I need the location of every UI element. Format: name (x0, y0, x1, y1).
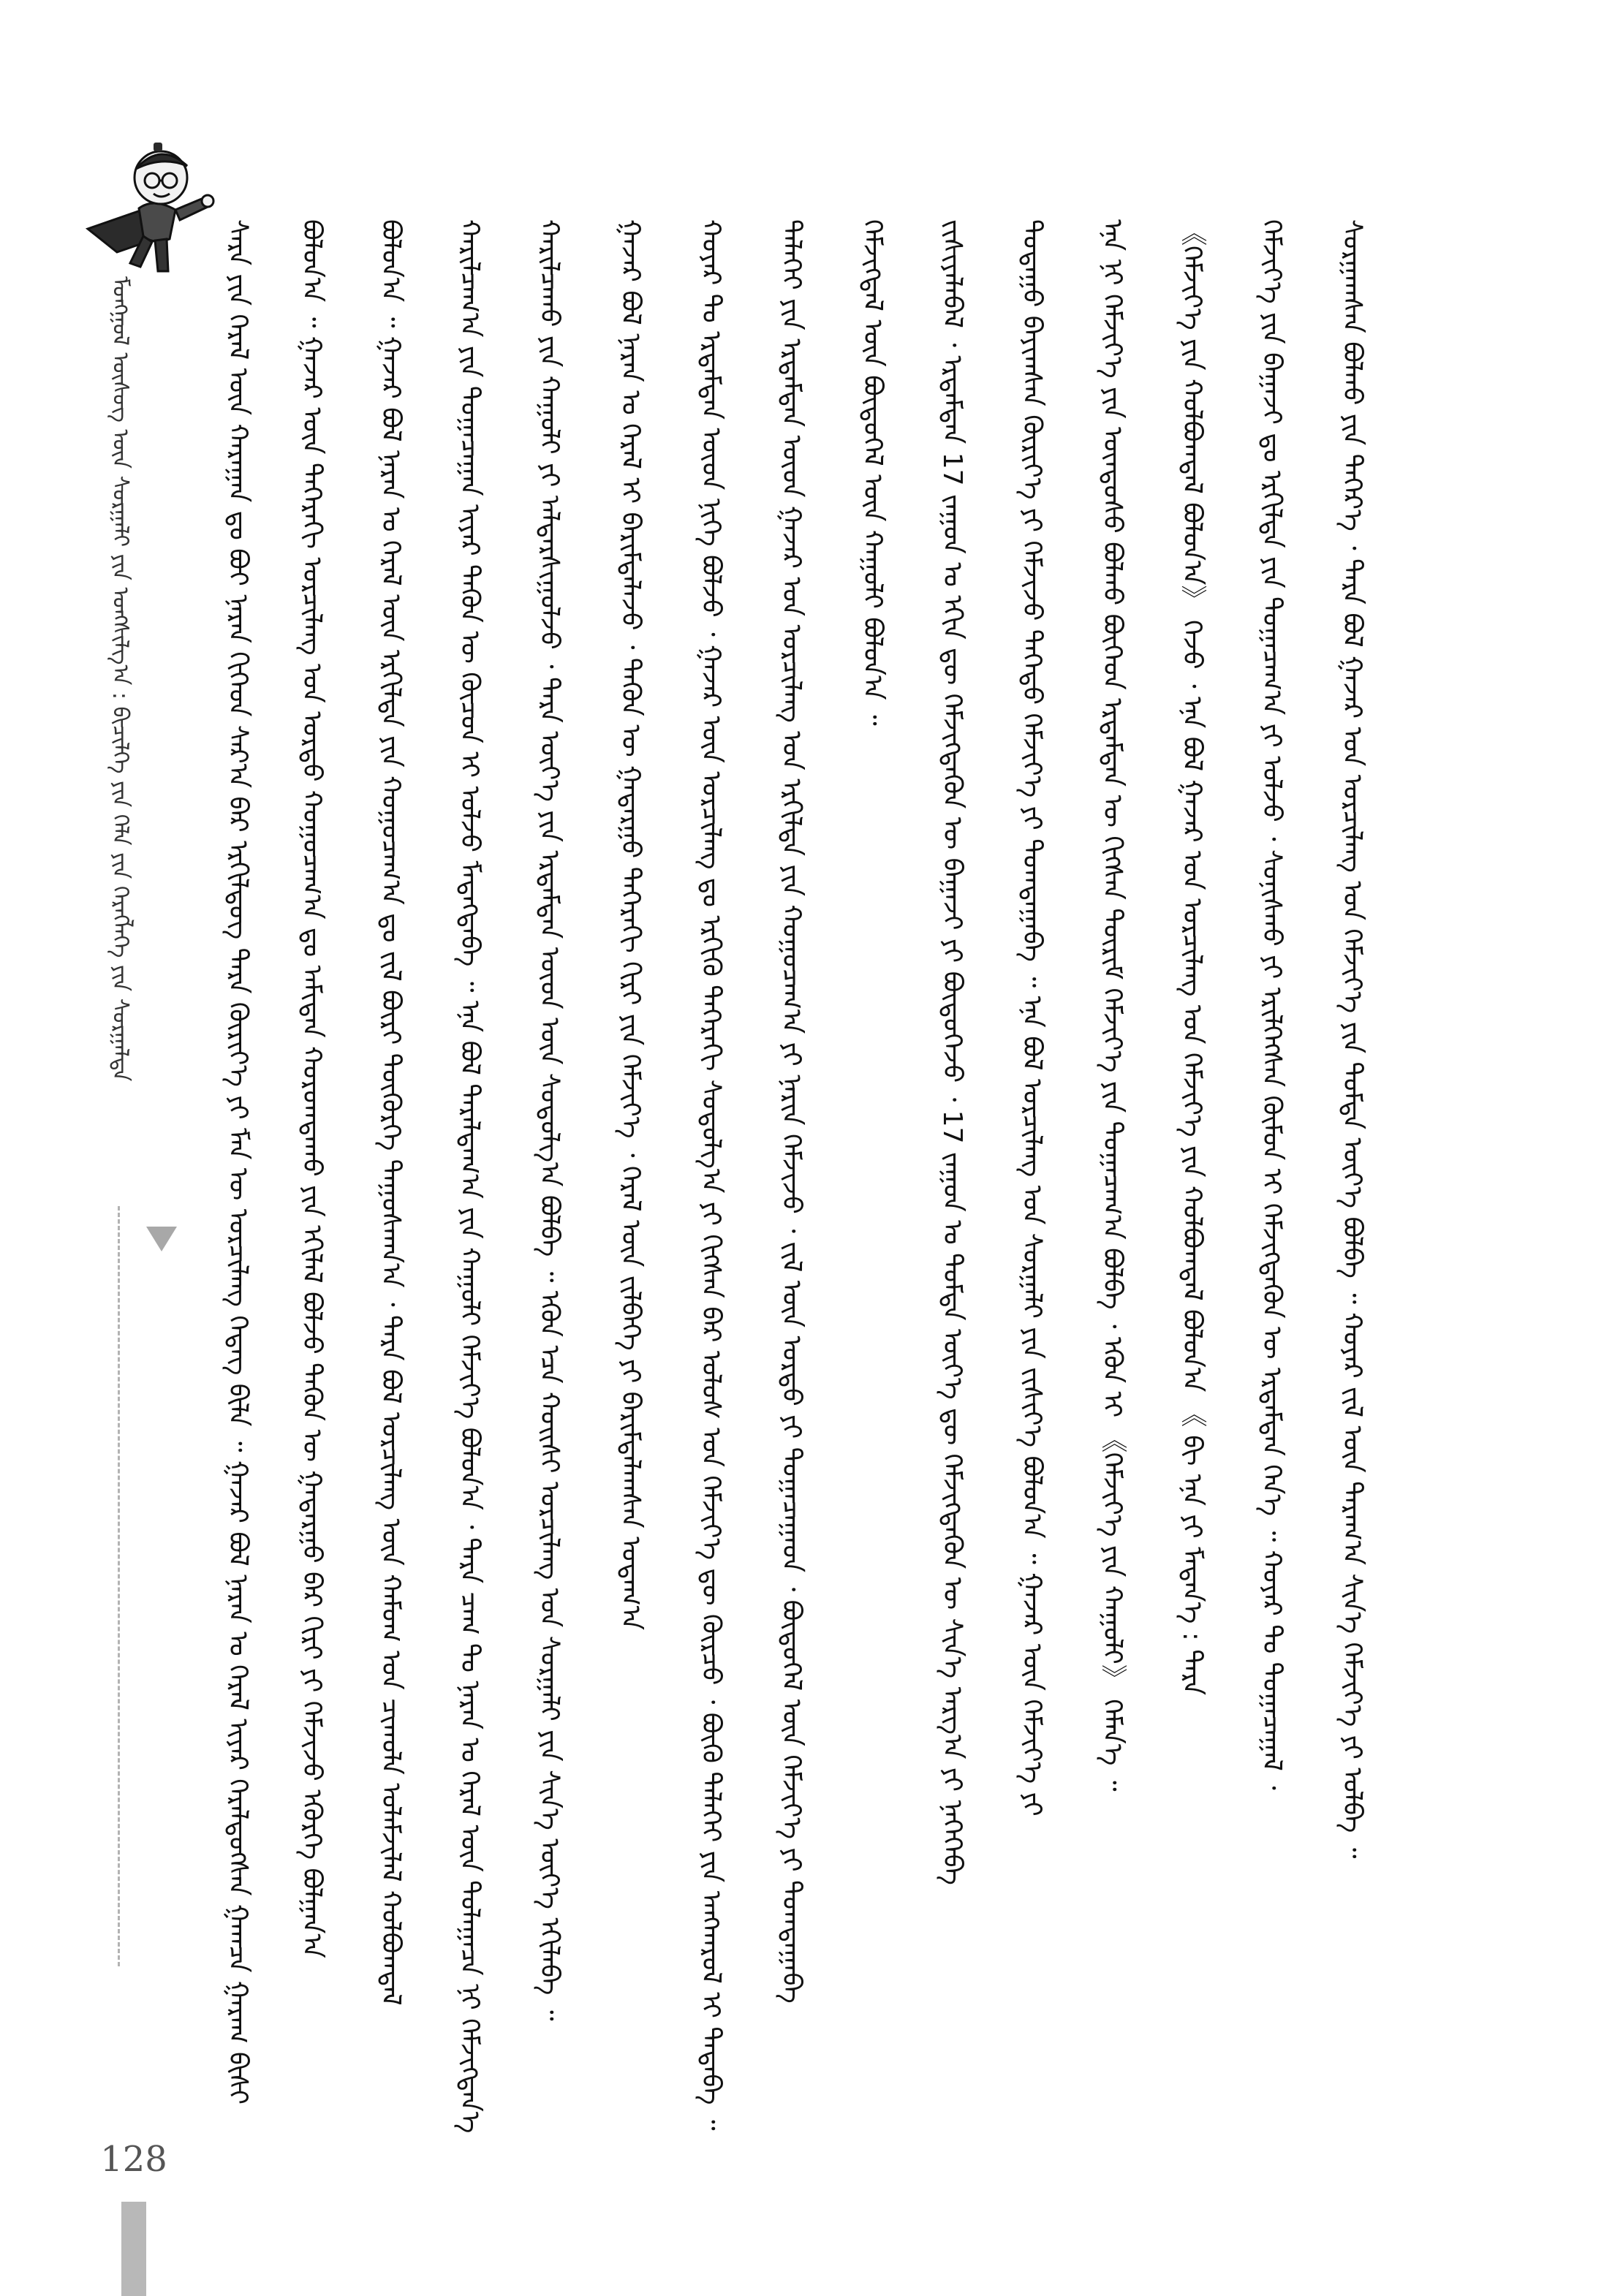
text-column-1: ᠰᠠᠷᠠ ᠶᠢᠨ ᠭᠡᠷᠡᠯ ᠦᠨ ᠬᠠᠷᠠᠭᠠᠨ ᠳᠤ ᠪᠤᠢ ᠨᠠᠷᠠᠨ ᠬᠢᠭᠡᠳ ᠰᠠᠷ᠎ᠠ ᠪᠠᠷ ᠡᠷᠭᠢᠯᠳᠦᠭ ᠲᠡᠷᠡ ᠬᠦᠷᠢᠶ᠎ᠡ ᠶᠢ ᠮᠠᠨ ᠦ ᠣᠷᠴᠢᠯᠠᠩ ᠭᠡᠳᠡᠭ ᠪᠢᠯᠡ ᠃ ᠭᠠᠵᠠᠷ ᠪᠣᠯ ᠨᠠᠷᠠᠨ ᠤ ᠭᠡᠷᠡᠯ ᠢᠶᠡᠷ ᠭᠡᠷᠡᠯᠲᠦᠭᠰᠡᠨ ᠭᠠᠭᠴᠠ ᠭᠠᠷᠠᠭ ᠪᠢᠰᠢ (223, 219, 253, 2105)
text-column-13: 《ᠬᠡᠮᠵᠢᠶ᠎ᠡ ᠶᠢᠨ ᠬᠣᠯᠪᠤᠭᠳᠠᠯ ᠪᠣᠯᠤᠨ᠎ᠠ》 ᠭᠡᠵᠦ ᠂ ᠡᠨᠡ ᠪᠣᠯ ᠭᠠᠵᠠᠷ ᠤᠨ ᠣᠷᠴᠢᠯᠠᠩ ᠤᠨ ᠬᠡᠮᠵᠢᠶ᠎ᠡ ᠶᠢᠨ ᠬᠣᠯᠪᠤᠭᠳᠠᠯ ᠪᠣᠯᠤᠨ᠎ᠠ 《 ᠪᠢ ᠡᠨᠡ ᠶᠢ ᠮᠡᠳᠡᠨ᠎ᠡ : ᠲᠡᠷᠡ (1177, 219, 1207, 1696)
thumb-tab (121, 2202, 146, 2296)
flying-boy-mascot-icon (73, 128, 219, 281)
text-column-6: ᠭᠠᠵᠠᠷ ᠪᠣᠯ ᠨᠠᠷᠠᠨ ᠤ ᠭᠡᠷᠡᠯ ᠢ ᠪᠠᠷᠢᠮᠲᠠᠯᠠᠵᠤ ᠂ ᠲᠡᠭᠦᠨ ᠦ ᠭᠠᠳᠠᠷᠭᠤ ᠳᠡᠭᠡᠷᠡᠬᠢ ᠬᠢᠷᠢ ᠶᠢᠨ ᠬᠡᠮᠵᠢᠶ᠎ᠡ ᠂ ᠭᠡᠷᠡᠯ ᠦᠨ ᠵᠢᠯᠪᠡᠭᠡ ᠶᠢ ᠪᠠᠷᠢᠮᠲᠠᠯᠠᠭᠰᠠᠨ ᠤᠳᠠᠭ᠎ᠠ (616, 219, 646, 1631)
text-column-8: ᠳᠡᠯᠡᠬᠡᠢ ᠶᠢᠨ ᠡᠷᠳᠡᠮᠲᠡᠨ ᠦᠳ ᠭᠠᠵᠠᠷ ᠤᠨ ᠣᠷᠴᠢᠯᠠᠩ ᠤᠨ ᠡᠷᠭᠢᠯᠲᠡ ᠶᠢᠨ ᠬᠤᠭᠤᠴᠠᠭ᠎ᠠ ᠶᠢ ᠨᠠᠷᠢᠨ ᠬᠡᠮᠵᠢᠵᠦ ᠂ ᠵᠢᠯ ᠦᠨ ᠤᠷᠲᠤ ᠶᠢ ᠲᠣᠭᠠᠴᠠᠭᠠᠳ ᠂ ᠪᠦᠲᠦᠭᠡᠯ ᠦᠨ ᠬᠡᠮᠵᠢᠶ᠎ᠡ ᠶᠢ ᠲᠣᠭᠲᠠᠭᠠᠪᠠ (776, 219, 806, 2004)
page-number: 128 (100, 2139, 167, 2180)
text-column-7: ᠬᠣᠶᠠᠷ ᠲᠤ ᠡᠷᠳᠡᠮᠲᠡᠨ ᠦᠳ ᠨᠢᠭᠡ ᠪᠣᠯᠵᠤ ᠂ ᠭᠠᠵᠠᠷ ᠦᠨ ᠣᠷᠴᠢᠯᠠᠩ ᠳᠤ ᠡᠷᠭᠢᠬᠦ ᠲᠡᠭᠡᠷᠡᠬᠢ ᠰᠤᠳᠤᠯᠭ᠎ᠠ ᠶᠢ ᠬᠢᠭᠰᠡᠨ ᠪᠠᠷ ᠤᠯᠤᠰ ᠤᠨ ᠬᠡᠮᠵᠢᠶ᠎ᠡ ᠳᠦ ᠬᠦᠷᠴᠦ ᠂ ᠪᠦᠬᠦ ᠳᠡᠯᠡᠬᠡᠢ ᠶᠢᠨ ᠠᠩᠬᠠᠷᠤᠯ ᠢ ᠲᠠᠲᠠᠪᠠ ᠃ (696, 219, 726, 2131)
text-column-5: ᠬᠠᠷᠢᠯᠴᠠᠬᠤ ᠶᠢᠨ ᠬᠠᠭᠤᠯᠢ ᠶᠢ ᠠᠯᠳᠠᠷᠰᠢᠭᠤᠯᠵᠤ ᠂ ᠲᠡᠷᠡ ᠦᠶ᠎ᠡ ᠶᠢᠨ ᠡᠷᠳᠡᠮᠲᠡᠨ ᠦᠳ ᠦᠨ ᠰᠤᠳᠤᠯᠭ᠎ᠠ ᠪᠣᠯᠪᠠ ᠃ ᠡᠭᠦᠨ ᠡᠴᠡ ᠬᠣᠢᠰᠢ ᠣᠷᠴᠢᠯᠠᠩ ᠤᠨ ᠰᠤᠷᠭᠠᠯᠢ ᠶᠢᠨ ᠰᠢᠨ᠎ᠡ ᠦᠶ᠎ᠡ ᠡᠬᠢᠯᠡᠪᠡ ᠃ (534, 219, 564, 2021)
text-column-11: ᠳᠤᠲᠠᠭᠤ ᠪᠠᠶᠢᠭᠰᠠᠨ ᠬᠦᠷᠢᠶ᠎ᠡ ᠶᠢ ᠬᠡᠮᠵᠢᠵᠦ ᠳᠡᠭᠡᠳᠦ ᠬᠡᠮᠵᠢᠶ᠎ᠡ ᠶᠢ ᠲᠣᠭᠲᠠᠭᠠᠪᠠ ᠃ ᠡᠨᠡ ᠪᠣᠯ ᠣᠷᠴᠢᠯᠠᠩ ᠤᠨ ᠰᠤᠷᠭᠠᠯᠢ ᠶᠢᠨ ᠵᠢᠰᠢᠶ᠎ᠡ ᠪᠣᠯᠤᠨ᠎ᠠ ᠃ ᠭᠠᠵᠠᠷ ᠦᠨ ᠬᠡᠮᠵᠢᠶ᠎ᠡ ᠶᠢ (1017, 219, 1047, 1816)
running-head-rule (118, 1206, 120, 1966)
text-column-12: ᠡᠨᠡ ᠨᠢ ᠬᠡᠮᠵᠢᠶ᠎ᠡ ᠶᠢᠨ ᠦᠨᠳᠦᠰᠦ ᠪᠣᠯᠬᠤ ᠪᠥᠭᠡᠳ ᠡᠷᠳᠡᠮᠲᠡᠨ ᠦ ᠬᠢᠭᠰᠡᠨ ᠳᠦᠷᠢᠮ ᠬᠡᠮᠵᠢᠶ᠎ᠡ ᠶᠢᠨ ᠲᠣᠭᠠᠴᠠᠭ᠎ᠠ ᠪᠣᠯᠪᠠ ᠂ ᠡᠭᠦᠨ ᠢ 《ᠬᠡᠮᠵᠢᠶ᠎ᠡ ᠶᠢᠨ ᠬᠠᠭᠤᠯᠢ》 ᠬᠡᠮᠡᠨ᠎ᠡ ᠃ (1097, 219, 1127, 1792)
running-head: ᠮᠣᠩᠭᠣᠯ ᠦᠰᠦᠭ ᠦᠨ ᠰᠤᠷᠭᠠᠯᠢ ᠶᠢᠨ ᠤᠩᠰᠢᠯᠭ᠎ᠠ : ᠪᠢᠴᠢᠯᠭᠡ ᠶᠢᠨ ᠬᠡᠯᠡ ᠶᠢᠨ ᠬᠡᠷᠡᠭᠯᠡᠭᠡ ᠶᠢᠨ ᠰᠤᠷᠭᠠᠯᠳᠠ (107, 276, 133, 1082)
text-column-15: ᠰᠤᠷᠭᠠᠭᠰᠠᠨ ᠪᠣᠯᠬᠤ ᠶᠢᠨ ᠳᠡᠭᠡᠷ᠎ᠡ ᠂ ᠲᠡᠷᠡ ᠪᠣᠯ ᠭᠠᠵᠠᠷ ᠤᠨ ᠣᠷᠴᠢᠯᠠᠩ ᠤᠨ ᠬᠡᠮᠵᠢᠶ᠎ᠡ ᠶᠢᠨ ᠳᠤᠮᠳᠠ ᠦᠶ᠎ᠡ ᠪᠣᠯᠪᠠ ᠃ ᠬᠣᠶᠠᠷ ᠵᠢᠯ ᠦᠨ ᠳᠠᠷᠠᠭ᠎ᠠ ᠰᠢᠨ᠎ᠡ ᠬᠡᠮᠵᠢᠶ᠎ᠡ ᠶᠢ ᠣᠯᠪᠠ ᠃ (1337, 219, 1367, 1859)
text-column-10: ᠵᠢᠰᠢᠶᠡᠯᠡᠪᠡᠯ ᠂ ᠡᠷᠳᠡᠮᠲᠡᠨ 17 ᠵᠠᠭᠤᠨ ᠤ ᠡᠬᠢᠨ ᠳᠦ ᠬᠡᠮᠵᠢᠭᠳᠡᠬᠦᠨ ᠦ ᠪᠠᠭᠠᠵᠢ ᠶᠢ ᠪᠦᠲᠦᠭᠡᠵᠦ ᠂ 17 ᠵᠠᠭᠤᠨ ᠤ ᠳᠤᠮᠳᠠ ᠦᠶ᠎ᠡ ᠳᠦ ᠬᠡᠮᠵᠢᠭᠳᠡᠬᠦᠨ ᠦ ᠰᠢᠨ᠎ᠡ ᠠᠷᠭ᠎ᠠ ᠶᠢ ᠨᠡᠭᠡᠭᠡᠪᠡ (937, 219, 967, 1885)
text-column-14: ᠬᠡᠮᠵᠢᠶ᠎ᠡ ᠶᠢᠨ ᠪᠠᠭᠠᠵᠢ ᠳᠤ ᠡᠷᠭᠢᠯᠲᠡ ᠶᠢᠨ ᠲᠣᠭᠠᠴᠠᠭ᠎ᠠ ᠶᠢ ᠣᠯᠵᠤ ᠂ ᠰᠣᠨᠢᠰᠬᠤ ᠶᠢ ᠡᠷᠢᠯᠬᠡᠭᠰᠡᠨ ᠬᠦᠮᠦᠨ ᠢ ᠬᠡᠮᠵᠢᠭᠳᠡᠬᠦᠨ ᠦ ᠡᠷᠳᠡᠮᠲᠡᠨ ᠭᠡᠨ᠎ᠡ ᠃ ᠬᠣᠶᠠᠷ ᠲᠤ ᠲᠣᠭᠠᠴᠠᠭᠠᠯ ᠂ (1257, 219, 1287, 1790)
text-column-2: ᠪᠣᠯᠤᠨ᠎ᠠ ᠃ ᠭᠠᠵᠠᠷ ᠦᠨ ᠲᠡᠭᠡᠷᠡᠬᠢ ᠣᠷᠴᠢᠯᠠᠩ ᠤᠨ ᠤᠷᠲᠤ ᠬᠤᠭᠤᠴᠠᠭ᠎ᠠ ᠳᠤ ᠠᠮᠢᠲᠠᠨ ᠬᠣᠷᠤᠭᠳᠠᠬᠤ ᠶᠢᠨ ᠡᠬᠢᠯᠡᠯ ᠪᠣᠯᠵᠤ ᠲᠡᠭᠦᠨ ᠦ ᠭᠠᠳᠠᠷᠭᠤ ᠪᠡᠷ ᠬᠢᠷᠢ ᠶᠢ ᠬᠡᠮᠵᠢᠵᠦ ᠡᠭᠦᠷᠭᠡ ᠪᠣᠯᠭᠠᠨ᠎ᠠ (297, 219, 327, 1958)
text-column-4: ᠬᠠᠷᠢᠯᠴᠠᠭ᠎ᠠ ᠶᠢᠨ ᠲᠣᠭᠠᠴᠠᠭᠠᠨ ᠢᠶᠠᠷ ᠲᠡᠭᠦᠨ ᠦ ᠬᠦᠴᠦᠨ ᠢ ᠣᠯᠵᠤ ᠮᠡᠳᠡᠭᠳᠡᠪᠡ ᠃ ᠡᠨᠡ ᠪᠣᠯ ᠲᠠᠷᠠᠯᠳᠠᠭ᠎ᠠ ᠶᠢᠨ ᠬᠠᠭᠤᠯᠢ ᠬᠡᠮᠵᠢᠶ᠎ᠡ ᠪᠣᠯᠤᠨ᠎ᠠ ᠂ ᠲᠡᠷᠡ ᠴᠠᠭ ᠲᠤ ᠨᠠᠷᠠᠨ ᠤ ᠭᠡᠷᠡᠯ ᠦᠨ ᠳᠤᠯᠠᠭᠠᠴᠠ ᠨᠢ ᠬᠡᠮᠵᠢᠭᠳᠡᠨ᠎ᠡ (455, 219, 485, 2134)
text-column-9: ᠬᠡᠮᠵᠢᠭᠳᠡᠯ ᠦᠨ ᠪᠦᠲᠦᠭᠡᠯ ᠦᠨ ᠬᠠᠭᠤᠯᠢ ᠪᠣᠯᠤᠨ᠎ᠠ ᠃ (858, 219, 888, 726)
body-text (219, 219, 1433, 2134)
triangle-marker-icon (146, 1227, 177, 1251)
text-column-3: ᠪᠣᠯᠤᠨ᠎ᠠ ᠃ ᠭᠠᠵᠠᠷ ᠪᠣᠯ ᠨᠠᠷᠠᠨ ᠤ ᠭᠡᠷᠡᠯ ᠦᠨ ᠡᠷᠭᠢᠯᠲᠡ ᠶᠢᠨ ᠬᠤᠭᠤᠴᠠᠭ᠎ᠠ ᠳᠤ ᠵᠢᠯ ᠪᠦᠷᠢ ᠳᠦᠭᠦᠷᠭᠡ ᠳᠠᠭᠤᠰᠬᠠᠨ᠎ᠠ ᠂ ᠲᠡᠷᠡ ᠪᠣᠯ ᠣᠷᠴᠢᠯᠠᠩ ᠦᠨ ᠬᠠᠮᠤᠭ ᠤᠨ ᠴᠢᠬᠤᠯᠠ ᠤᠯᠠᠮᠵᠢᠯᠠᠯ ᠬᠣᠯᠪᠤᠭᠳᠠᠯ (376, 219, 406, 2006)
